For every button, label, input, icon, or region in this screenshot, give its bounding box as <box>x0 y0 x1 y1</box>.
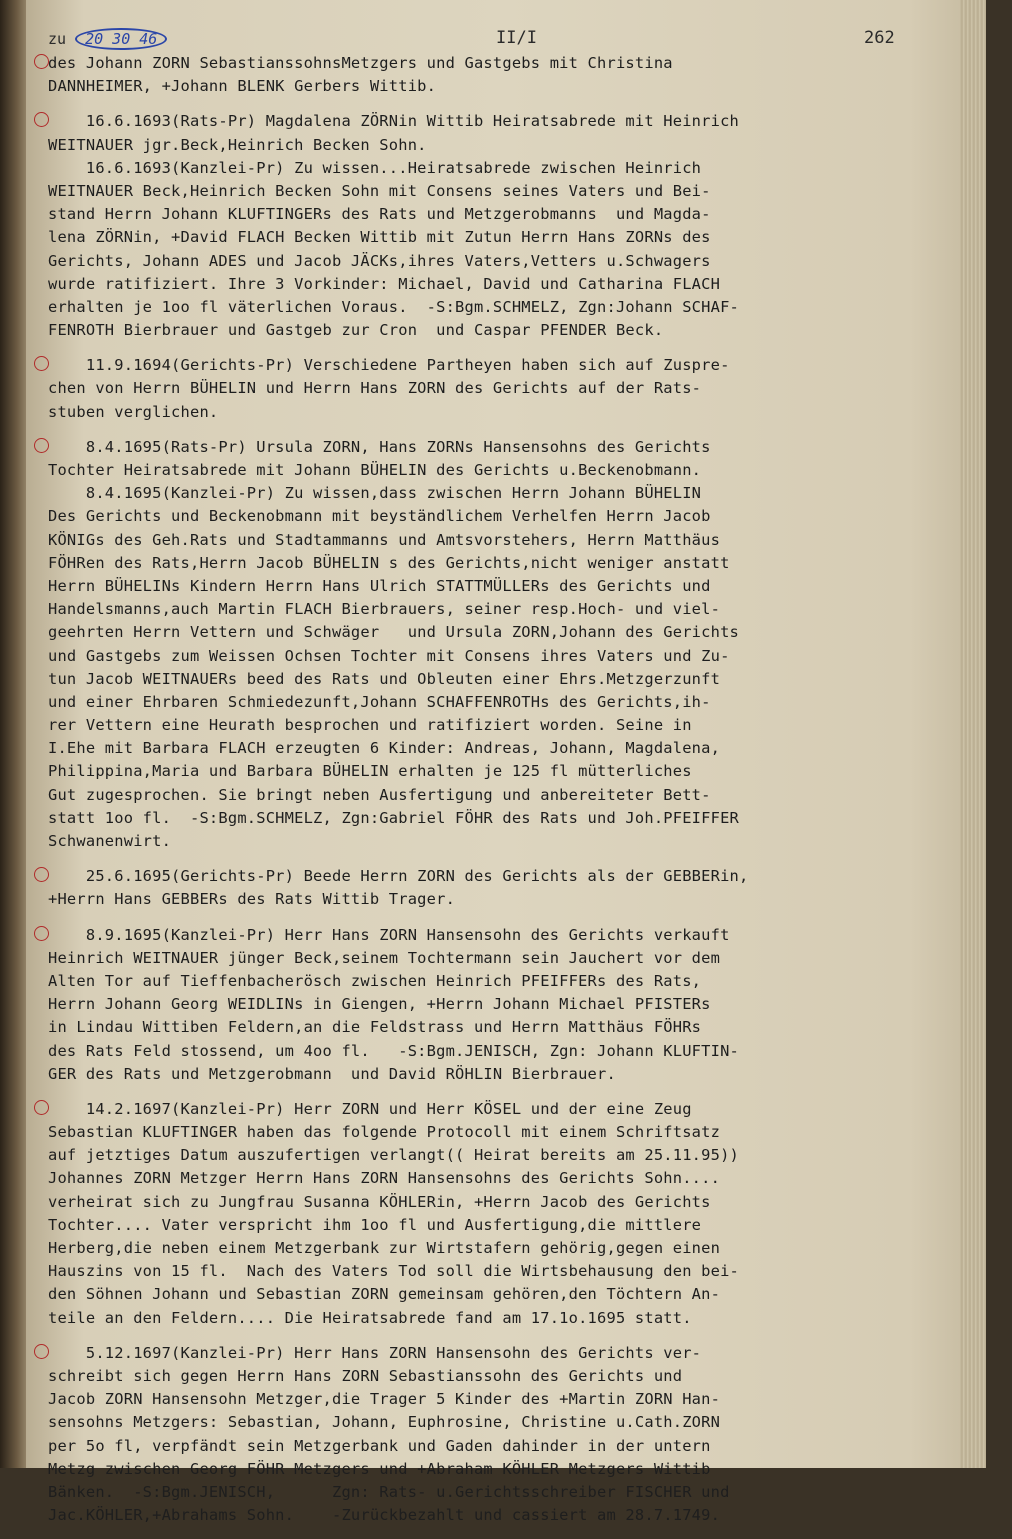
text-line: Schwanenwirt. <box>48 832 172 850</box>
text-line: Des Gerichts und Beckenobmann mit beyständlichem Verhelfen Herrn Jacob <box>48 507 711 526</box>
record-entry <box>48 354 978 424</box>
reference-circled-numbers: 20 30 46 <box>75 28 167 50</box>
text-line: GER des Rats und Metzgerobmann und David RÖHLIN Bierbrauer. <box>48 1064 616 1083</box>
text-line: des Rats Feld stossend, um 4oo fl. -S:Bgm.JENISCH, Zgn: Johann KLUFTIN- <box>48 1041 740 1060</box>
text-line: tun Jacob WEITNAUERs beed des Rats und Obleuten einer Ehrs.Metzgerzunft <box>48 669 721 688</box>
record-entry <box>48 865 978 911</box>
text-line: des Johann ZORN SebastianssohnsMetzgers und Gastgebs mit Christina <box>48 54 673 72</box>
book-binding <box>0 0 28 1468</box>
text-line: I.Ehe mit Barbara FLACH erzeugten 6 Kinder: Andreas, Johann, Magdalena, <box>48 739 721 758</box>
text-line: KÖNIGs des Geh.Rats und Stadtammanns und Amtsvorstehers, Herrn Matthäus <box>48 530 721 549</box>
text-line: Gut zugesprochen. Sie bringt neben Ausfertigung und anbereiteter Bett- <box>48 785 711 804</box>
document-body <box>48 52 978 1539</box>
margin-mark-icon <box>34 1100 49 1115</box>
text-line: Tochter.... Vater verspricht ihm 1oo fl und Ausfertigung,die mittlere <box>48 1215 702 1234</box>
text-line: Tochter Heiratsabrede mit Johann BÜHELIN des Gerichts u.Beckenobmann. <box>48 461 702 479</box>
text-line: Philippina,Maria und Barbara BÜHELIN erhalten je 125 fl mütterliches <box>48 762 692 781</box>
text-line: 8.4.1695(Kanzlei-Pr) Zu wissen,dass zwischen Herrn Johann BÜHELIN <box>48 484 702 503</box>
text-line: Herrn Johann Georg WEIDLINs in Giengen, +Herrn Johann Michael PFISTERs <box>48 995 711 1014</box>
text-line: in Lindau Wittiben Feldern,an die Feldstrass und Herrn Matthäus FÖHRs <box>48 1018 702 1037</box>
reference-note <box>48 28 167 50</box>
text-line: wurde ratifiziert. Ihre 3 Vorkinder: Michael, David und Catharina FLACH <box>48 274 721 293</box>
text-line: WEITNAUER Beck,Heinrich Becken Sohn mit Consens seines Vaters und Bei- <box>48 181 711 200</box>
text-line: Gerichts, Johann ADES und Jacob JÄCKs,ihres Vaters,Vetters u.Schwagers <box>48 251 711 270</box>
record-entry <box>48 924 978 1086</box>
text-line: Bänken. -S:Bgm.JENISCH, Zgn: Rats- u.Gerichtsschreiber FISCHER und <box>48 1482 730 1501</box>
text-line: Heinrich WEITNAUER jünger Beck,seinem Tochtermann sein Jauchert vor dem <box>48 948 721 967</box>
text-line: Hauszins von 15 fl. Nach des Vaters Tod soll die Wirtsbehausung den bei- <box>48 1262 740 1281</box>
text-line: Jac.KÖHLER,+Abrahams Sohn. -Zurückbezahlt und cassiert am 28.7.1749. <box>48 1506 721 1525</box>
page-header <box>26 22 986 52</box>
text-line: Johannes ZORN Metzger Herrn Hans ZORN Hansensohns des Gerichts Sohn.... <box>48 1169 721 1188</box>
text-line: sensohns Metzgers: Sebastian, Johann, Euphrosine, Christine u.Cath.ZORN <box>48 1413 721 1432</box>
record-entry <box>48 1342 978 1528</box>
text-line: Herberg,die neben einem Metzgerbank zur Wirtstafern gehörig,gegen einen <box>48 1239 721 1257</box>
record-entry <box>48 52 978 98</box>
text-line: den Söhnen Johann und Sebastian ZORN gemeinsam gehören,den Töchtern An- <box>48 1285 721 1304</box>
text-line: 25.6.1695(Gerichts-Pr) Beede Herrn ZORN des Gerichts als der GEBBERin, <box>48 867 749 886</box>
text-line: chen von Herrn BÜHELIN und Herrn Hans ZORN des Gerichts auf der Rats- <box>48 379 702 398</box>
text-line: rer Vettern eine Heurath besprochen und ratifiziert worden. Seine in <box>48 716 692 735</box>
text-line: verheirat sich zu Jungfrau Susanna KÖHLERin, +Herrn Jacob des Gerichts <box>48 1192 711 1211</box>
text-line: FENROTH Bierbrauer und Gastgeb zur Cron und Caspar PFENDER Beck. <box>48 321 664 340</box>
text-line: +Herrn Hans GEBBERs des Rats Wittib Trager. <box>48 890 456 909</box>
text-line: schreibt sich gegen Herrn Hans ZORN Sebastianssohn des Gerichts und <box>48 1366 683 1385</box>
text-line: DANNHEIMER, +Johann BLENK Gerbers Wittib. <box>48 77 437 96</box>
text-line: FÖHRen des Rats,Herrn Jacob BÜHELIN s des Gerichts,nicht weniger anstatt <box>48 553 730 572</box>
text-line: teile an den Feldern.... Die Heiratsabrede fand am 17.1o.1695 statt. <box>48 1308 692 1327</box>
text-line: Herrn BÜHELINs Kindern Herrn Hans Ulrich STATTMÜLLERs des Gerichts und <box>48 576 711 595</box>
text-line: Handelsmanns,auch Martin FLACH Bierbrauers, seiner resp.Hoch- und viel- <box>48 600 721 619</box>
text-line: 8.9.1695(Kanzlei-Pr) Herr Hans ZORN Hansensohn des Gerichts verkauft <box>48 925 730 944</box>
text-line: geehrten Herrn Vettern und Schwäger und Ursula ZORN,Johann des Gerichts <box>48 623 740 642</box>
text-line: stuben verglichen. <box>48 402 219 421</box>
text-line: Metzg zwischen Georg FÖHR Metzgers und +Abraham KÖHLER Metzgers Wittib <box>48 1459 711 1478</box>
record-entry <box>48 436 978 853</box>
margin-mark-icon <box>34 54 49 69</box>
section-label: II/I <box>496 28 537 48</box>
text-line: auf jetztiges Datum auszufertigen verlangt(( Heirat bereits am 25.11.95)) <box>48 1146 740 1165</box>
text-line: 16.6.1693(Kanzlei-Pr) Zu wissen...Heiratsabrede zwischen Heinrich <box>48 158 702 177</box>
margin-mark-icon <box>34 356 49 371</box>
text-line: per 5o fl, verpfändt sein Metzgerbank und Gaden dahinder in der untern <box>48 1436 711 1455</box>
text-line: stand Herrn Johann KLUFTINGERs des Rats und Metzgerobmanns und Magda- <box>48 205 711 224</box>
margin-mark-icon <box>34 867 49 882</box>
text-line: und einer Ehrbaren Schmiedezunft,Johann SCHAFFENROTHs des Gerichts,ih- <box>48 692 711 711</box>
text-line: statt 1oo fl. -S:Bgm.SCHMELZ, Zgn:Gabriel FÖHR des Rats und Joh.PFEIFFER <box>48 808 740 827</box>
reference-prefix: zu <box>48 30 67 48</box>
margin-mark-icon <box>34 1344 49 1359</box>
text-line: WEITNAUER jgr.Beck,Heinrich Becken Sohn. <box>48 135 427 154</box>
text-line: 11.9.1694(Gerichts-Pr) Verschiedene Partheyen haben sich auf Zuspre- <box>48 356 730 375</box>
text-line: 5.12.1697(Kanzlei-Pr) Herr Hans ZORN Hansensohn des Gerichts ver- <box>48 1343 702 1362</box>
text-line: lena ZÖRNin, +David FLACH Becken Wittib mit Zutun Herrn Hans ZORNs des <box>48 228 711 247</box>
document-page <box>26 0 986 1525</box>
text-line: Jacob ZORN Hansensohn Metzger,die Trager 5 Kinder des +Martin ZORN Han- <box>48 1390 721 1409</box>
text-line: 16.6.1693(Rats-Pr) Magdalena ZÖRNin Wittib Heiratsabrede mit Heinrich <box>48 112 740 131</box>
margin-mark-icon <box>34 438 49 453</box>
text-line: 14.2.1697(Kanzlei-Pr) Herr ZORN und Herr KÖSEL und der eine Zeug <box>48 1099 692 1118</box>
record-entry <box>48 1098 978 1330</box>
text-line: Sebastian KLUFTINGER haben das folgende Protocoll mit einem Schriftsatz <box>48 1123 721 1142</box>
text-line: und Gastgebs zum Weissen Ochsen Tochter mit Consens ihres Vaters und Zu- <box>48 646 730 665</box>
text-line: 8.4.1695(Rats-Pr) Ursula ZORN, Hans ZORNs Hansensohns des Gerichts <box>48 437 711 456</box>
margin-mark-icon <box>34 926 49 941</box>
text-line: erhalten je 1oo fl väterlichen Voraus. -S:Bgm.SCHMELZ, Zgn:Johann SCHAF- <box>48 297 740 316</box>
margin-mark-icon <box>34 112 49 127</box>
text-line: Alten Tor auf Tieffenbacherösch zwischen Heinrich PFEIFFERs des Rats, <box>48 971 702 990</box>
record-entry <box>48 110 978 342</box>
page-number: 262 <box>864 28 895 48</box>
